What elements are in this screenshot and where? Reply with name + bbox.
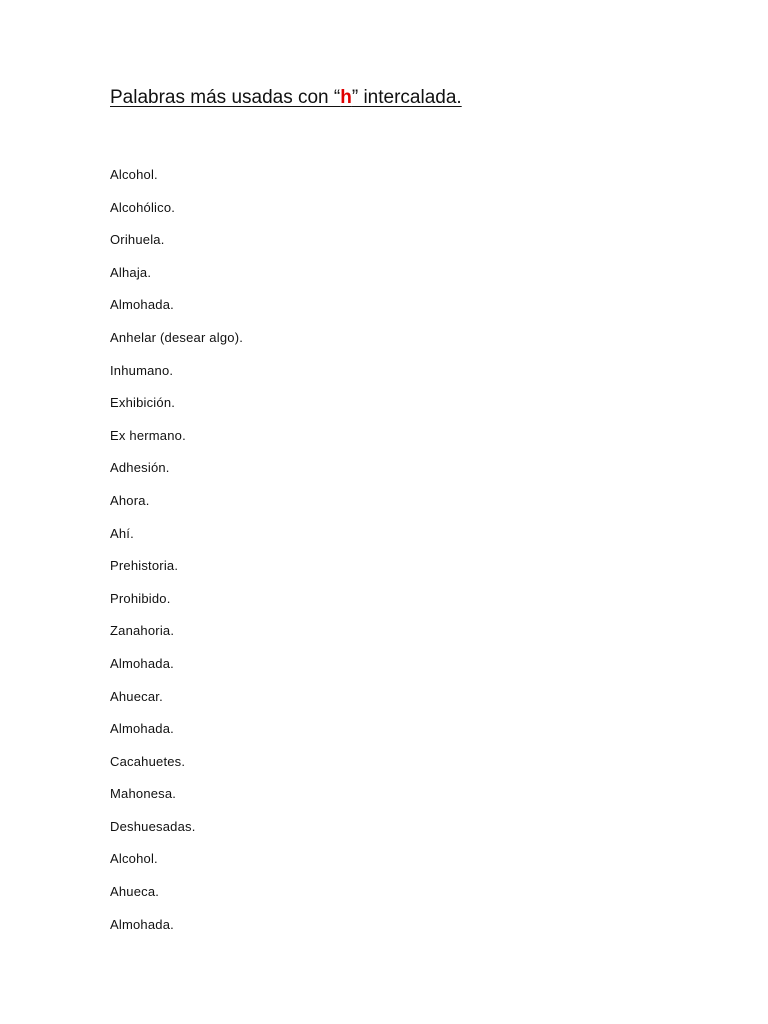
list-item: Alhaja. <box>110 264 152 280</box>
list-item: Zanahoria. <box>110 623 175 639</box>
list-item: Ahueca. <box>110 884 160 900</box>
list-item: Deshuesadas. <box>110 818 196 834</box>
list-item: Anhelar (desear algo). <box>110 329 244 345</box>
list-item: Inhumano. <box>110 362 174 378</box>
list-item: Ex hermano. <box>110 427 186 443</box>
list-item: Prohibido. <box>110 590 171 606</box>
list-item: Exhibición. <box>110 395 176 411</box>
word-list <box>110 165 243 947</box>
list-item: Prehistoria. <box>110 558 179 574</box>
list-item: Ahora. <box>110 492 150 508</box>
list-item: Almohada. <box>110 297 174 313</box>
list-item: Alcohol. <box>110 167 158 182</box>
title-highlight-letter: h <box>340 87 352 108</box>
list-item: Adhesión. <box>110 460 170 476</box>
list-item: Ahí. <box>110 525 134 541</box>
list-item: Ahuecar. <box>110 688 163 704</box>
page-title <box>110 86 462 110</box>
list-item: Alcohólico. <box>110 199 176 215</box>
title-text-after: ” intercalada. <box>351 87 462 108</box>
title-text-before: Palabras más usadas con “ <box>110 87 341 108</box>
list-item: Mahonesa. <box>110 786 177 802</box>
list-item: Almohada. <box>110 721 174 737</box>
list-item: Almohada. <box>110 655 174 671</box>
list-item: Alcohol. <box>110 851 158 867</box>
list-item: Cacahuetes. <box>110 753 186 769</box>
list-item: Orihuela. <box>110 232 165 248</box>
list-item: Almohada. <box>110 916 174 932</box>
